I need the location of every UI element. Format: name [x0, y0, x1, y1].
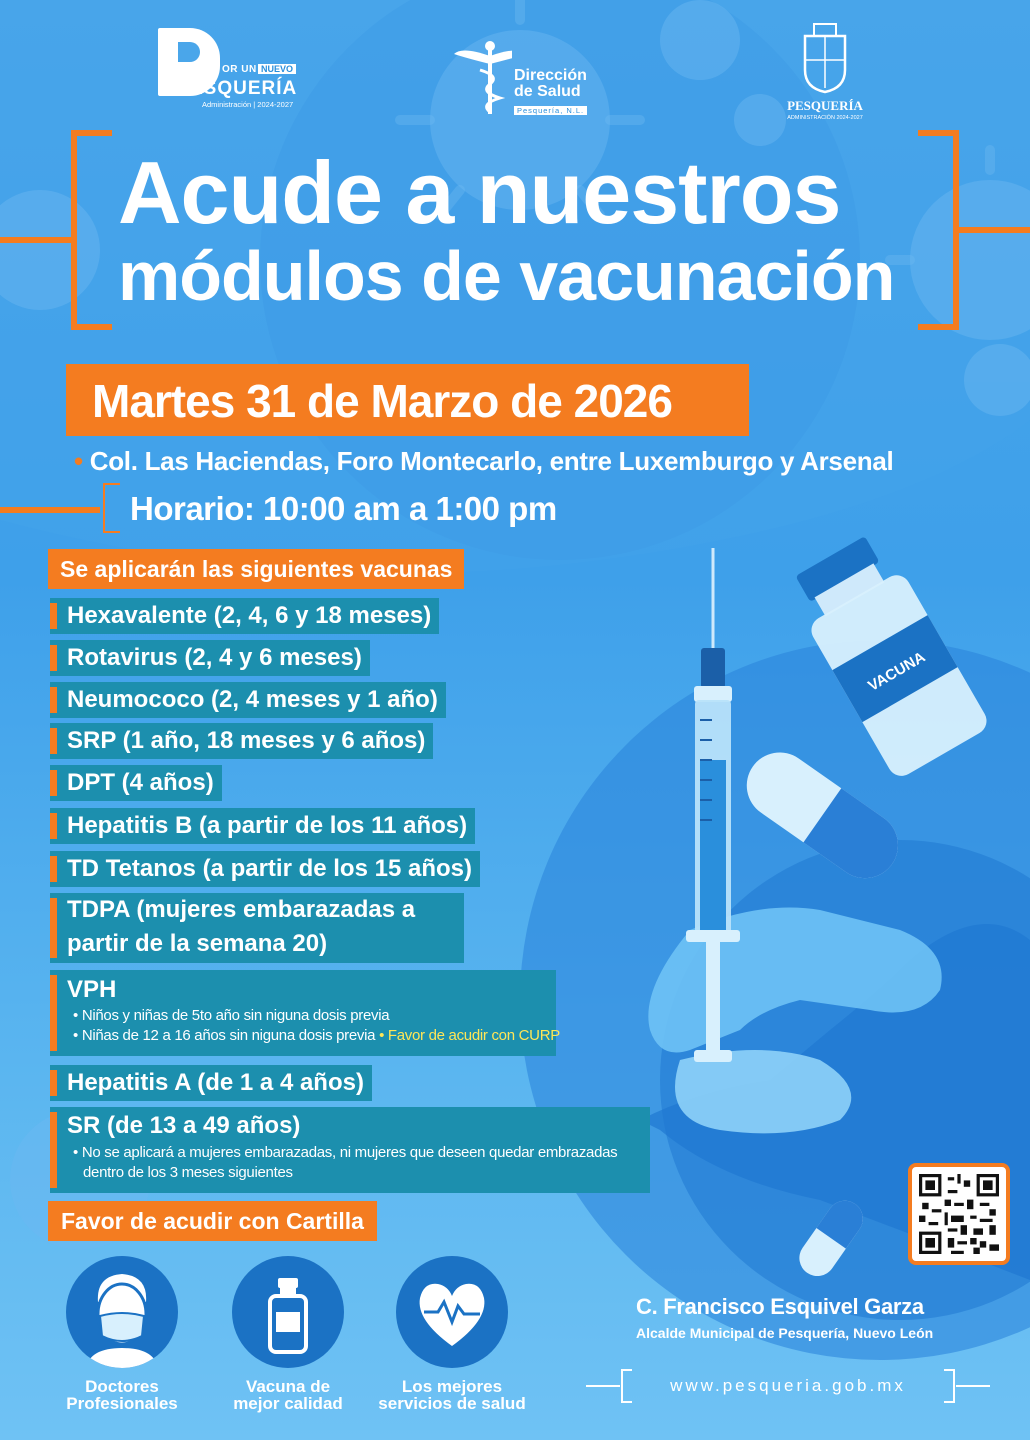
feature-services-label: Los mejores servicios de salud	[378, 1377, 526, 1413]
vaccine-item: DPT (4 años)	[50, 765, 222, 801]
vaccine-item: Hepatitis A (de 1 a 4 años)	[50, 1065, 372, 1101]
logo-location: Pesquería, N.L.	[514, 106, 587, 115]
vaccine-vph-title: VPH	[67, 976, 117, 1003]
doctor-icon	[66, 1256, 178, 1368]
logo-direccion-text: Dirección de Salud	[514, 67, 587, 100]
vaccine-vph-note1: • Niños y niñas de 5to año sin niguna dosis previa	[73, 1007, 390, 1024]
vaccine-item: SRP (1 año, 18 meses y 6 años)	[50, 723, 433, 759]
vaccine-tdpa-line1: TDPA (mujeres embarazadas a	[67, 896, 416, 923]
headline-line2: módulos de vacunación	[118, 237, 895, 315]
vaccine-vph-note2: • Niñas de 12 a 16 años sin niguna dosis previa • Favor de acudir con CURP	[73, 1027, 560, 1044]
curp-note: • Favor de acudir con CURP	[379, 1027, 560, 1044]
feature-vaccine	[198, 1256, 378, 1412]
feature-doctors	[32, 1256, 212, 1412]
website-link[interactable]: www.pesqueria.gob.mx	[670, 1376, 906, 1395]
vaccine-item: Neumococo (2, 4 meses y 1 año)	[50, 682, 446, 718]
vaccine-item-vph	[50, 970, 560, 1056]
coat-of-arms-icon	[800, 22, 850, 94]
vaccine-item-tdpa	[50, 893, 464, 963]
address-text: Col. Las Haciendas, Foro Montecarlo, entre Luxemburgo y Arsenal	[89, 446, 894, 476]
vaccine-item: TD Tetanos (a partir de los 15 años)	[50, 851, 480, 887]
municipal-seal-logo	[776, 20, 874, 128]
seal-admin: ADMINISTRACIÓN 2024-2027	[787, 115, 863, 121]
vaccine-sr-title: SR (de 13 a 49 años)	[67, 1112, 301, 1139]
vial-icon	[232, 1256, 344, 1368]
seal-name: PESQUERÍA	[787, 98, 863, 113]
event-schedule: Horario: 10:00 am a 1:00 pm	[130, 490, 557, 527]
capsule-icon	[734, 740, 911, 892]
vaccines-title: Se aplicarán las siguientes vacunas	[48, 549, 464, 589]
heart-icon	[396, 1256, 508, 1368]
vaccine-item: Rotavirus (2, 4 y 6 meses)	[50, 640, 370, 676]
feature-doctors-label: Doctores Profesionales	[66, 1377, 178, 1413]
vaccine-sr-note1: • No se aplicará a mujeres embarazadas, ni mujeres que deseen quedar embrazadas	[73, 1144, 618, 1161]
vaccine-sr-note2: dentro de los 3 meses siguientes	[83, 1164, 293, 1181]
mayor-role: Alcalde Municipal de Pesquería, Nuevo León	[636, 1325, 934, 1341]
logo-pesqueria: ESQUERÍA	[190, 78, 298, 99]
event-date: Martes 31 de Marzo de 2026	[92, 375, 672, 427]
vaccine-vial-icon	[782, 529, 991, 781]
logo-admin: Administración | 2024-2027	[202, 100, 294, 109]
vaccine-item-sr	[50, 1107, 650, 1193]
feature-vaccine-label: Vacuna de mejor calidad	[233, 1377, 343, 1413]
mayor-name: C. Francisco Esquivel Garza	[636, 1294, 924, 1319]
feature-services	[362, 1256, 542, 1412]
bullet-icon: •	[74, 446, 83, 476]
qr-code[interactable]	[908, 1163, 1010, 1265]
vaccine-item: Hepatitis B (a partir de los 11 años)	[50, 808, 475, 844]
direccion-salud-logo	[452, 38, 612, 118]
vaccine-item: Hexavalente (2, 4, 6 y 18 meses)	[50, 598, 439, 634]
vial-label: VACUNA	[865, 648, 929, 695]
headline	[118, 143, 938, 315]
vaccine-tdpa-line2: partir de la semana 20)	[67, 930, 328, 957]
qr-code-icon	[919, 1174, 999, 1254]
small-capsule-icon	[792, 1194, 870, 1283]
caduceus-icon	[452, 38, 512, 116]
event-address	[74, 446, 893, 477]
cartilla-banner: Favor de acudir con Cartilla	[48, 1201, 377, 1241]
pesqueria-logo	[158, 28, 308, 112]
logo-nuevo: NUEVO	[258, 64, 296, 74]
headline-line1: Acude a nuestros	[118, 143, 841, 242]
logo-por-un: OR UN	[222, 64, 257, 75]
